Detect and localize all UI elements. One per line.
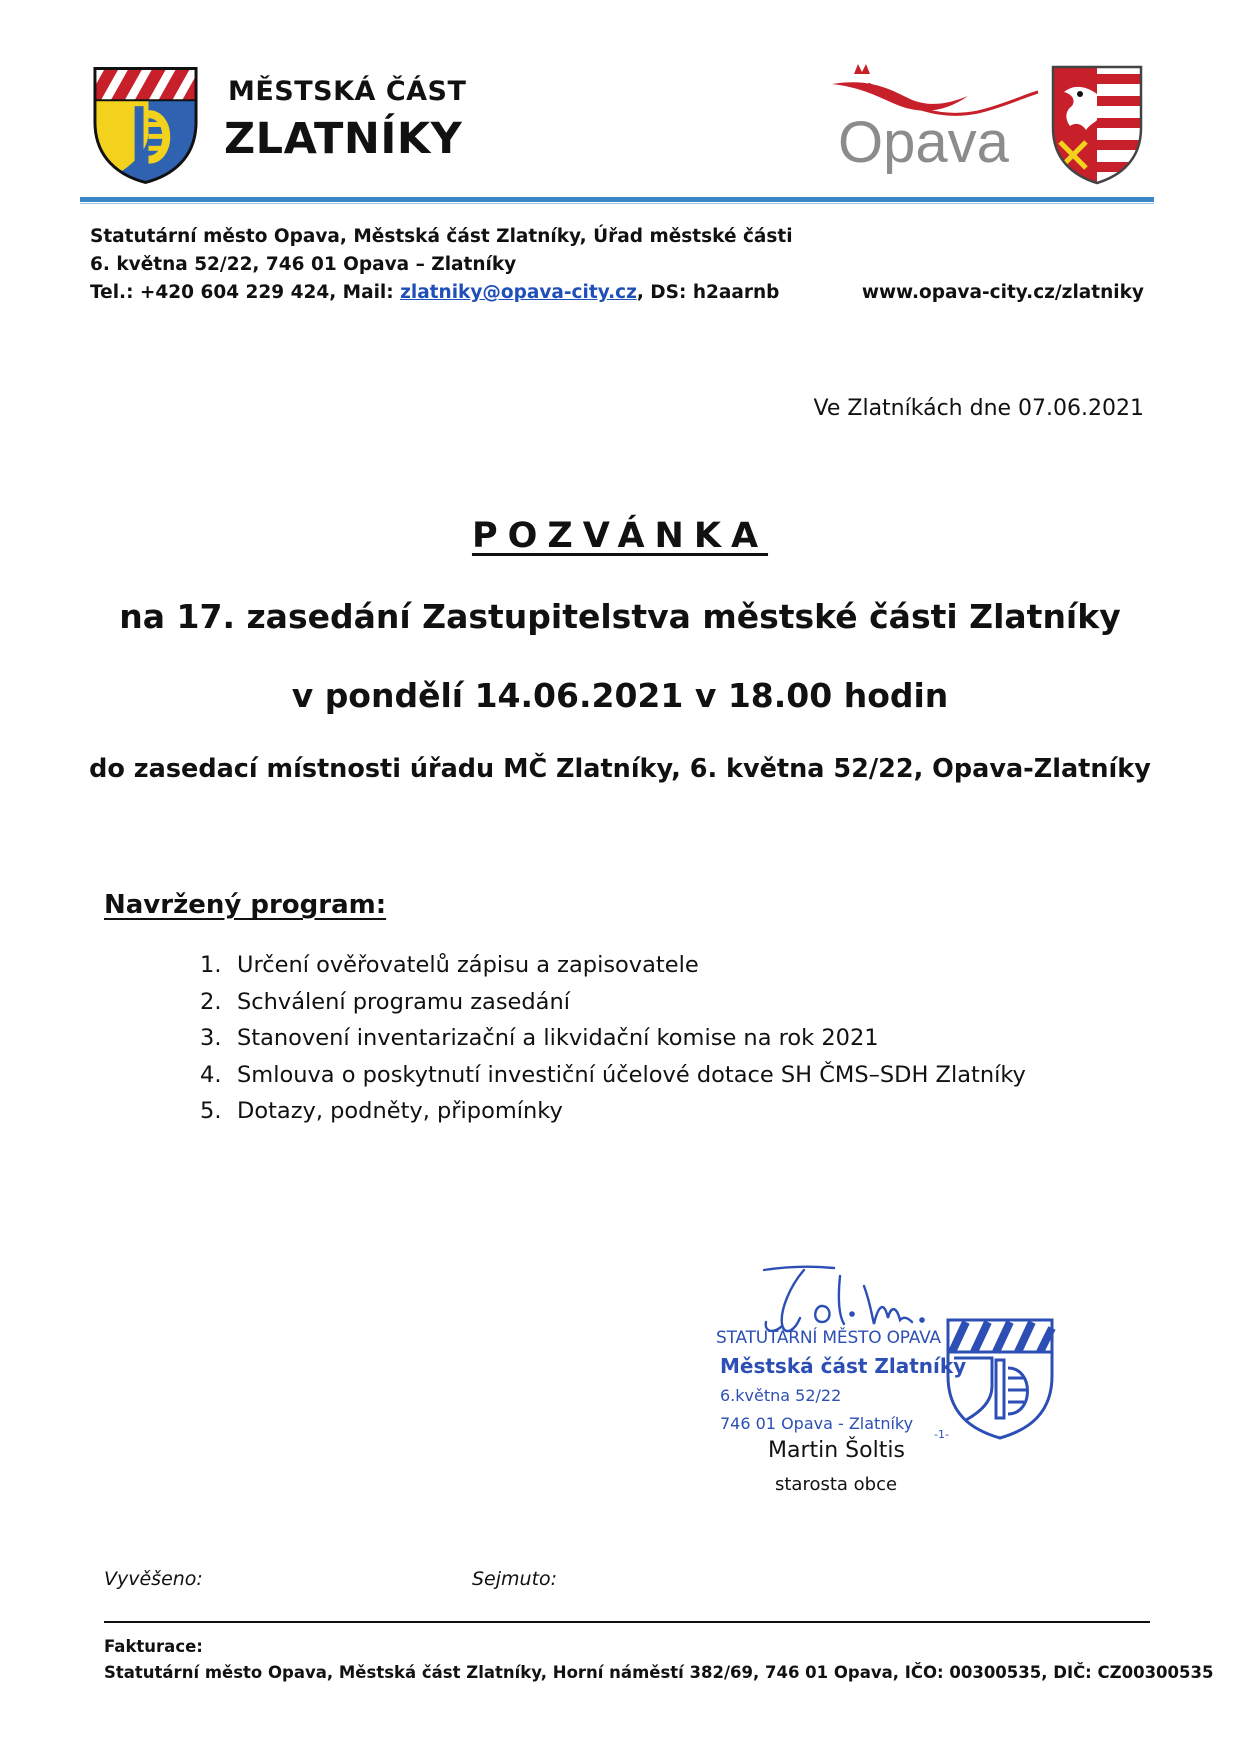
program-list: [200, 952, 1026, 1135]
program-item-number: 3.: [200, 1025, 222, 1051]
program-item-number: 1.: [200, 952, 222, 978]
program-item: [200, 1062, 1026, 1099]
removed-label: Sejmuto:: [472, 1568, 558, 1590]
program-item-text: Stanovení inventarizační a likvidační komise na rok 2021: [237, 1025, 879, 1051]
program-item-number: 4.: [200, 1061, 222, 1088]
stamp-line-district: Městská část Zlatníky: [720, 1354, 967, 1378]
signer-role: starosta obce: [775, 1474, 898, 1495]
billing-details: Statutární město Opava, Městská část Zlatníky, Horní náměstí 382/69, 746 01 Opava, IČO: 00300535, DIČ: CZ00300535: [104, 1663, 1214, 1682]
program-item: [200, 989, 1026, 1026]
stamp-line-city-zip: 746 01 Opava - Zlatníky: [720, 1414, 914, 1433]
contact-website: www.opava-city.cz/zlatniky: [861, 282, 1144, 303]
header-divider: [80, 197, 1154, 202]
brand-name-line1: MĚSTSKÁ ČÁST: [228, 76, 467, 107]
contact-address-line: 6. května 52/22, 746 01 Opava – Zlatníky: [90, 254, 517, 275]
posted-label: Vyvěšeno:: [104, 1568, 203, 1590]
program-item-number: 5.: [200, 1098, 222, 1124]
stamp-crest-icon: [944, 1316, 1056, 1442]
program-heading: Navržený program:: [104, 890, 387, 920]
program-item-number: 2.: [200, 988, 222, 1015]
billing-label: Fakturace:: [104, 1637, 203, 1656]
document-date: Ve Zlatníkách dne 07.06.2021: [813, 396, 1144, 421]
brand-name-line2: ZLATNÍKY: [224, 114, 463, 164]
meeting-venue: do zasedací místnosti úřadu MČ Zlatníky, 6. května 52/22, Opava-Zlatníky: [89, 754, 1151, 784]
program-item: [200, 952, 1026, 989]
contact-office-line: Statutární město Opava, Městská část Zlatníky, Úřad městské části: [90, 226, 793, 247]
stamp-mark: -1-: [934, 1428, 949, 1441]
program-item-text: Schválení programu zasedání: [237, 988, 570, 1015]
program-item-text: Určení ověřovatelů zápisu a zapisovatele: [237, 952, 699, 978]
contact-phone-mail-line: [90, 282, 779, 303]
invitation-title: POZVÁNKA: [471, 516, 769, 556]
header-divider-secondary: [80, 203, 1154, 204]
contact-phone: Tel.: +420 604 229 424, Mail:: [90, 282, 401, 303]
stamp-line-city: STATUTÁRNÍ MĚSTO OPAVA: [716, 1328, 941, 1348]
stamp-line-street: 6.května 52/22: [720, 1386, 842, 1405]
program-item-text: Dotazy, podněty, připomínky: [237, 1098, 563, 1124]
meeting-subtitle: na 17. zasedání Zastupitelstva městské části Zlatníky: [119, 597, 1121, 636]
contact-ds: , DS: h2aarnb: [636, 282, 780, 303]
opava-crest-icon: [1050, 64, 1144, 186]
program-item-text: Smlouva o poskytnutí investiční účelové dotace SH ČMS–SDH Zlatníky: [237, 1061, 1026, 1088]
zlatniky-crest-icon: [91, 64, 200, 186]
signer-name: Martin Šoltis: [768, 1438, 905, 1463]
footer-divider: [104, 1621, 1150, 1623]
program-item: [200, 1098, 1026, 1135]
meeting-datetime: v pondělí 14.06.2021 v 18.00 hodin: [291, 676, 949, 715]
opava-logo-icon: [828, 58, 1040, 186]
program-item: [200, 1025, 1026, 1062]
opava-logo-text: Opava: [838, 110, 1009, 175]
contact-mail-link[interactable]: zlatniky@opava-city.cz: [400, 282, 637, 303]
